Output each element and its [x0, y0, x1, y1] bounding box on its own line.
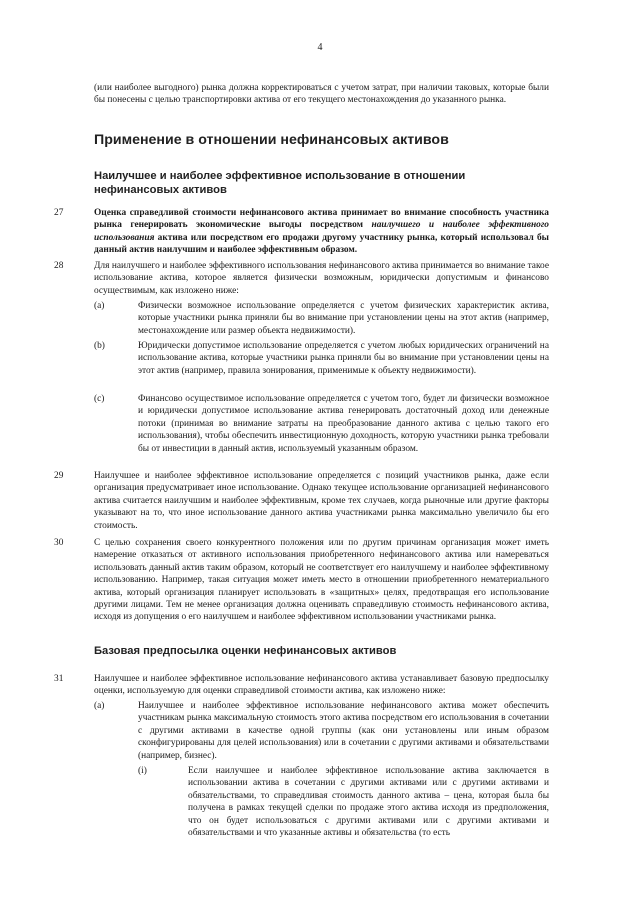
paragraph-28: Для наилучшего и наиболее эффективного использования нефинансового актива принимается во внимание такое использование актива, которое является физически возможным, юридически допустимым и финансово осуществимым, как изложено ниже:	[94, 261, 549, 296]
item-b-text: Юридически допустимое использование определяется с учетом любых юридических ограничений на использование актива, которые участники рынка приняли бы во внимание при установлении цены на этот актив (например, правила зонирования, применимые к объекту недвижимости).	[138, 341, 549, 376]
intro-paragraph: (или наиболее выгодного) рынка должна корректироваться с учетом затрат, при наличии таковых, которые были бы понесены с целью транспортировки актива от его текущего местонахождения до указанного рынка.	[94, 83, 549, 106]
item-label-a: (a)	[94, 301, 105, 311]
paragraph-number-27: 27	[54, 208, 64, 218]
paragraph-31: Наилучшее и наиболее эффективное использование нефинансового актива устанавливает базовую предпосылку оценки, используемую для оценки справедливой стоимости актива, как изложено ниже:	[94, 674, 549, 697]
subsection-title-best-use: Наилучшее и наиболее эффективное использование в отношении нефинансовых активов	[94, 170, 466, 196]
paragraph-29: Наилучшее и наиболее эффективное использование определяется с позиций участников рынка, даже если организация предусматривает иное использование. Однако текущее использование организацией нефинансового актива считается наилучшим и наиболее эффективным, кроме тех случаев, когда рыночные или другие факторы указывают на то, что иное использование данного актива участниками рынка максимально увеличило бы его стоимость.	[94, 471, 549, 531]
item-label-31a-i: (i)	[138, 766, 147, 776]
paragraph-number-28: 28	[54, 261, 64, 271]
page-number: 4	[317, 42, 323, 53]
item-a-text: Физически возможное использование определяется с учетом физических характеристик актива, которые участники рынка приняли бы во внимание при установлении цены на этот актив (например, местонахождение или размер объекта недвижимости).	[138, 301, 549, 336]
item-31a-text: Наилучшее и наиболее эффективное использование нефинансового актива может обеспечить участникам рынка максимальную стоимость этого актива посредством его использования в сочетании с другими активами в качестве одной группы (как они установлены или иным образом сконфигурированы для целей использования) или в сочетании с другими активами и обязательствами (например, бизнес).	[138, 701, 549, 761]
item-c-text: Финансово осуществимое использование определяется с учетом того, будет ли физически возможное и юридически допустимое использование актива генерировать достаточный доход или денежные потоки (принимая во внимание затраты на преобразование данного актива с целью такого его использования), чтобы обеспечить инвестиционную доходность, которую участники рынка требовали бы от инвестиции в данный актив, используемый указанным образом.	[138, 394, 549, 454]
paragraph-27-text-b: актива или посредством его продажи другому участнику рынка, который использовал бы данный актив наилучшим и наиболее эффективным образом.	[94, 232, 549, 256]
paragraph-30: С целью сохранения своего конкурентного положения или по другим причинам организация может иметь намерение отказаться от активного использования приобретенного нефинансового актива или намереваться использовать данный актив таким образом, который не соответствует его наилучшему и наиболее эффективному использованию. Например, такая ситуация может иметь место в отношении приобретенного нематериального актива, который организация планирует использовать в «защитных» целях, предотвращая его использование другими лицами. Тем не менее организация должна оценивать справедливую стоимость нефинансового актива, исходя из допущения о его наилучшем и наиболее эффективном использовании участниками рынка.	[94, 538, 549, 623]
item-label-c: (c)	[94, 394, 105, 404]
paragraph-27-text-a: Оценка справедливой стоимости нефинансового актива принимает во внимание способность участника рынка генерировать экономические выгоды посредством	[94, 208, 549, 231]
paragraph-number-29: 29	[54, 471, 64, 481]
item-label-31a: (a)	[94, 701, 105, 711]
item-31a-i-text: Если наилучшее и наиболее эффективное использование актива заключается в использовании актива в сочетании с другими активами или с другими активами и обязательствами, то справедливая стоимость данного актива – цена, которая была бы получена в рамках текущей сделки по продаже этого актива исходя из предположения, что он будет использоваться с другими активами или с другими активами и обязательствами и что указанные активы и обязательства (то есть	[188, 766, 549, 839]
subsection-title-valuation-premise: Базовая предпосылка оценки нефинансовых активов	[94, 645, 397, 657]
item-label-b: (b)	[94, 341, 105, 351]
section-title: Применение в отношении нефинансовых активов	[94, 132, 449, 148]
paragraph-27-italic-term: наилучшего и наиболее эффективного использования	[94, 220, 549, 243]
paragraph-number-30: 30	[54, 538, 64, 548]
paragraph-27	[94, 207, 549, 257]
paragraph-number-31: 31	[54, 674, 64, 684]
